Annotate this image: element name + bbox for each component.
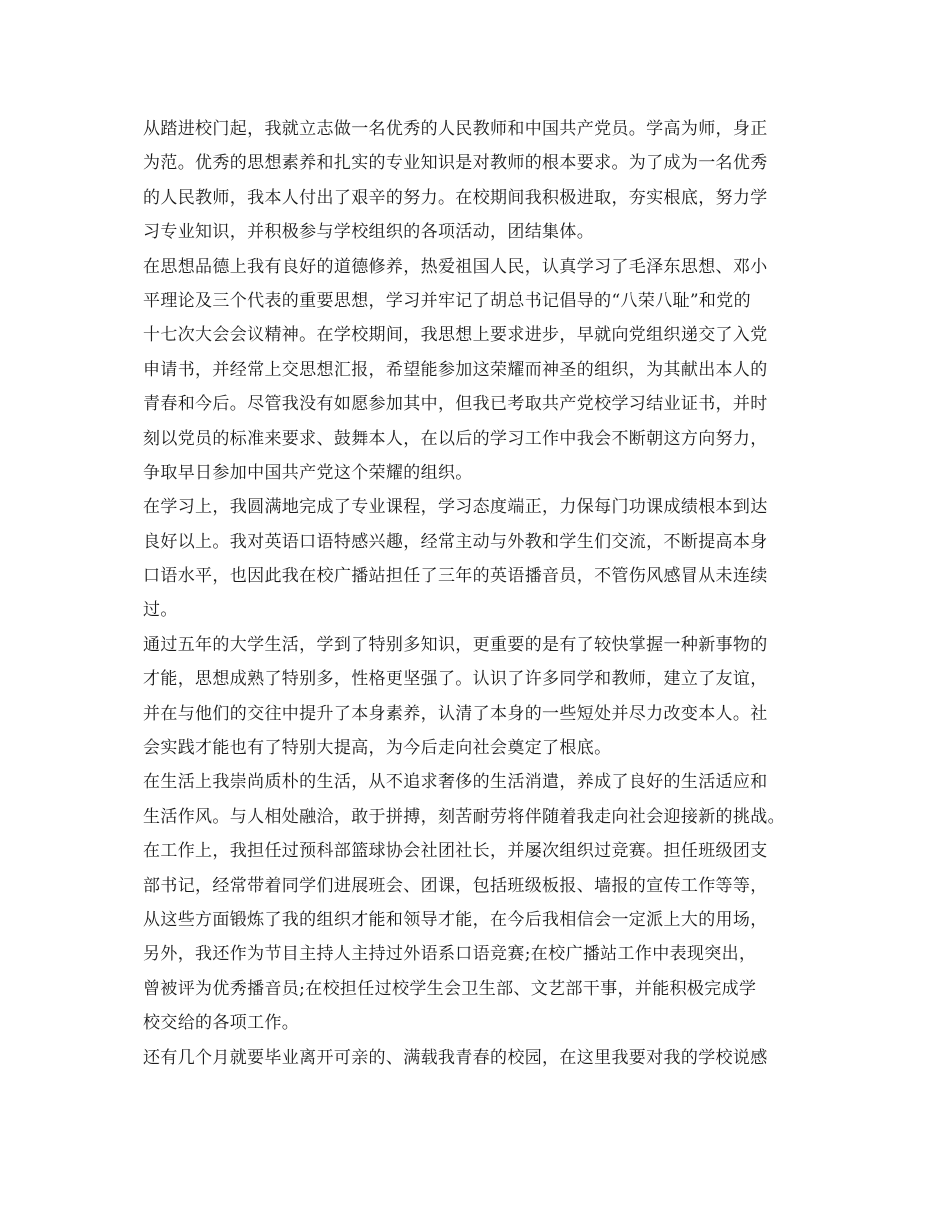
text-line: 从踏进校门起，我就立志做一名优秀的人民教师和中国共产党员。学高为师，身正 — [143, 119, 768, 139]
text-line: 为范。优秀的思想素养和扎实的专业知识是对教师的根本要求。为了成为一名优秀 — [143, 153, 768, 174]
text-line: 习专业知识，并积极参与学校组织的各项活动，团结集体。 — [143, 222, 595, 243]
text-line: 青春和今后。尽管我没有如愿参加其中，但我已考取共产党校学习结业证书，并时 — [143, 394, 768, 415]
text-line: 部书记，经常带着同学们进展班会、团课，包括班级板报、墙报的宣传工作等等， — [143, 875, 768, 896]
text-line: 校交给的各项工作。 — [143, 1013, 300, 1034]
text-line: 还有几个月就要毕业离开可亲的、满载我青春的校园，在这里我要对我的学校说感 — [143, 1047, 768, 1068]
text-line: 的人民教师，我本人付出了艰辛的努力。在校期间我积极进取，夯实根底，努力学 — [143, 187, 768, 208]
text-line: 在工作上，我担任过预科部篮球协会社团社长，并屡次组织过竞赛。担任班级团支 — [143, 841, 768, 862]
text-line: 申请书，并经常上交思想汇报，希望能参加这荣耀而神圣的组织，为其献出本人的 — [143, 359, 768, 380]
text-line: 才能，思想成熟了特别多，性格更坚强了。认识了许多同学和教师，建立了友谊， — [143, 669, 768, 690]
text-line: 在生活上我崇尚质朴的生活，从不追求奢侈的生活消遣，养成了良好的生活适应和 — [143, 772, 768, 793]
text-line: 在思想品德上我有良好的道德修养，热爱祖国人民，认真学习了毛泽东思想、邓小 — [143, 256, 768, 277]
text-line: 曾被评为优秀播音员;在校担任过校学生会卫生部、文艺部干事，并能积极完成学 — [143, 978, 757, 999]
text-line: 平理论及三个代表的重要思想，学习并牢记了胡总书记倡导的“八荣八耻”和党的 — [143, 290, 751, 311]
text-line: 刻以党员的标准来要求、鼓舞本人，在以后的学习工作中我会不断朝这方向努力， — [143, 428, 768, 449]
text-line: 十七次大会会议精神。在学校期间，我思想上要求进步，早就向党组织递交了入党 — [143, 325, 768, 346]
text-line: 另外，我还作为节目主持人主持过外语系口语竞赛;在校广播站工作中表现突出， — [143, 944, 757, 965]
text-line: 口语水平，也因此我在校广播站担任了三年的英语播音员，不管伤风感冒从未连续 — [143, 566, 768, 587]
text-line: 良好以上。我对英语口语特感兴趣，经常主动与外教和学生们交流，不断提高本身 — [143, 531, 768, 552]
text-line: 从这些方面锻炼了我的组织才能和领导才能，在今后我相信会一定派上大的用场， — [143, 909, 768, 930]
text-line: 争取早日参加中国共产党这个荣耀的组织。 — [143, 462, 473, 483]
text-line: 通过五年的大学生活，学到了特别多知识，更重要的是有了较快掌握一种新事物的 — [143, 634, 768, 655]
text-line: 在学习上，我圆满地完成了专业课程，学习态度端正，力保每门功课成绩根本到达 — [143, 497, 768, 518]
text-line: 会实践才能也有了特别大提高，为今后走向社会奠定了根底。 — [143, 738, 612, 759]
text-line: 过。 — [143, 600, 178, 621]
text-line: 生活作风。与人相处融洽，敢于拼搏，刻苦耐劳将伴随着我走向社会迎接新的挑战。 — [143, 806, 785, 827]
document-body — [143, 112, 833, 1075]
text-line: 并在与他们的交往中提升了本身素养，认清了本身的一些短处并尽力改变本人。社 — [143, 703, 768, 724]
